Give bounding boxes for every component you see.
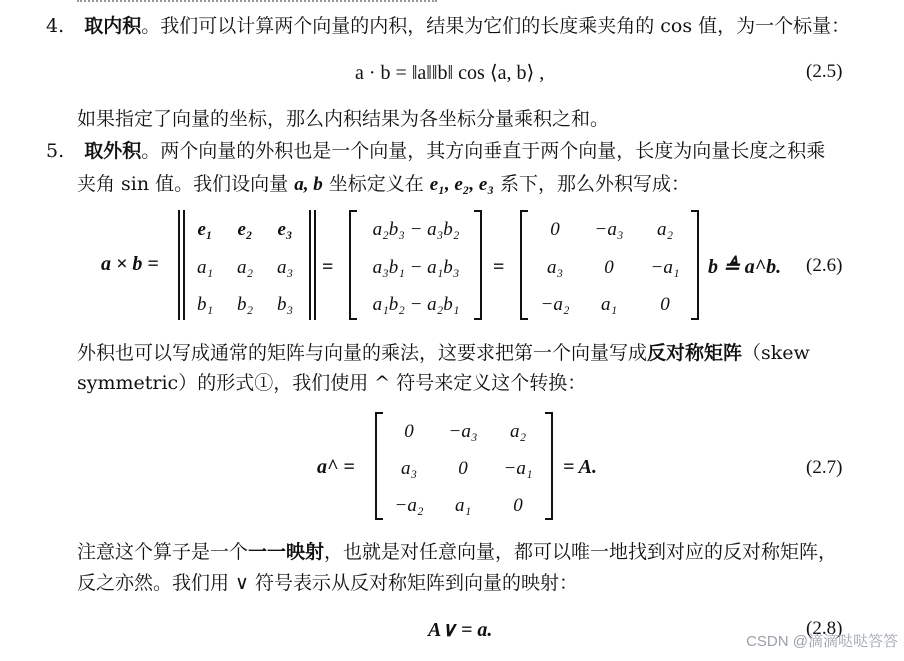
equals-sign: = [322,256,334,278]
bracket-left-bottom [375,518,383,520]
bracket-right-top [474,210,482,212]
term-bold: 反对称矩阵 [647,342,743,364]
vector-cell: a₁b₂ − a₂b₁ [372,294,460,315]
bracket-right-top [545,412,553,414]
det-cell: a₃ [276,257,294,278]
item-text: 。我们可以计算两个向量的内积，结果为它们的长度乘夹角的 cos 值，为一个标量： [141,15,851,37]
item-text: 。两个向量的外积也是一个向量，其方向垂直于两个向量，长度为向量长度之积乘 [141,140,826,162]
eq27-lhs: a^ = [317,456,355,478]
det-cell: a₂ [236,257,254,278]
matrix-cell: −a₃ [594,219,624,240]
watermark-text: CSDN @滴滴哒哒答答 [746,633,898,650]
eq26-lhs: a × b = [101,253,159,275]
det-cell: e₂ [237,219,253,240]
det-cell: e₁ [197,219,213,240]
item-number: 4. [46,15,65,37]
bracket-left-bottom [349,318,357,320]
equation-2-5: a · b = ‖a‖‖b‖ cos ⟨a, b⟩ , [355,62,545,84]
item4-line [46,14,850,38]
equation-2-8: A∨ = a. [428,619,493,641]
matrix-cell: a₁ [454,495,472,516]
text-segment: 夹角 sin 值。我们设向量 [77,173,295,195]
matrix-cell: 0 [550,219,560,240]
bracket-right-bottom [691,318,699,320]
matrix-cell: 0 [660,294,670,315]
item-heading: 取外积 [84,140,142,162]
matrix-cell: a₂ [656,219,674,240]
text-segment: 坐标定义在 [322,173,430,195]
text-segment: 系下，那么外积写成： [493,173,690,195]
matrix-cell: −a₁ [650,257,680,278]
matrix-cell: 0 [513,495,523,516]
vector-symbols: a, b [294,174,323,195]
equation-number: (2.6) [806,255,843,276]
equals-sign: = [493,256,505,278]
matrix-cell: −a₃ [448,421,478,442]
vector-cell: a₃b₁ − a₁b₃ [372,257,460,278]
matrix-cell: 0 [604,257,614,278]
det-cell: b₃ [276,294,294,315]
eq27-rhs: = A. [563,456,597,478]
matrix-cell: a₃ [400,458,418,479]
paragraph-map-line1 [77,540,837,564]
matrix-cell: a₂ [509,421,527,442]
bracket-left-bottom [520,318,528,320]
matrix-cell: a₃ [546,257,564,278]
text-segment: ，也就是对任意向量，都可以唯一地找到对应的反对称矩阵， [324,541,838,563]
bracket-left-top [520,210,528,212]
det-cell: b₁ [196,294,214,315]
bracket-left-top [349,210,357,212]
paragraph-skew-line2: symmetric）的形式①，我们使用 ^ 符号来定义这个转换： [77,372,587,394]
paragraph-map-line2: 反之亦然。我们用 ∨ 符号表示从反对称矩阵到向量的映射： [77,572,578,594]
paragraph-dot-coords: 如果指定了向量的坐标，那么内积结果为各坐标分量乘积之和。 [77,108,610,130]
bracket-right-bottom [474,318,482,320]
equation-number: (2.8) [806,618,843,639]
text-segment: （skew [742,342,810,364]
paragraph-skew-line1 [77,341,810,365]
equation-number: (2.7) [806,457,843,478]
item-number: 5. [46,140,65,162]
item-heading: 取内积 [84,15,142,37]
matrix-cell: a₁ [600,294,618,315]
bracket-right-top [691,210,699,212]
text-segment: 外积也可以写成通常的矩阵与向量的乘法，这要求把第一个向量写成 [77,342,648,364]
text-segment: 注意这个算子是一个 [77,541,249,563]
cropped-previous-line [77,0,437,2]
item5-line1 [46,139,825,163]
matrix-cell: −a₂ [540,294,570,315]
matrix-cell: 0 [458,458,468,479]
term-bold: 一一映射 [248,541,325,563]
matrix-cell: 0 [404,421,414,442]
det-cell: e₃ [277,219,293,240]
basis-symbols: e₁, e₂, e₃ [429,174,494,195]
item5-line2 [77,172,690,197]
bracket-right-bottom [545,518,553,520]
matrix-cell: −a₂ [394,495,424,516]
vector-cell: a₂b₃ − a₃b₂ [372,219,460,240]
equation-number: (2.5) [806,61,843,82]
eq26-tail: b ≜ a^b. [708,256,782,278]
matrix-cell: −a₁ [503,458,533,479]
bracket-left-top [375,412,383,414]
det-cell: b₂ [236,294,254,315]
det-cell: a₁ [196,257,214,278]
